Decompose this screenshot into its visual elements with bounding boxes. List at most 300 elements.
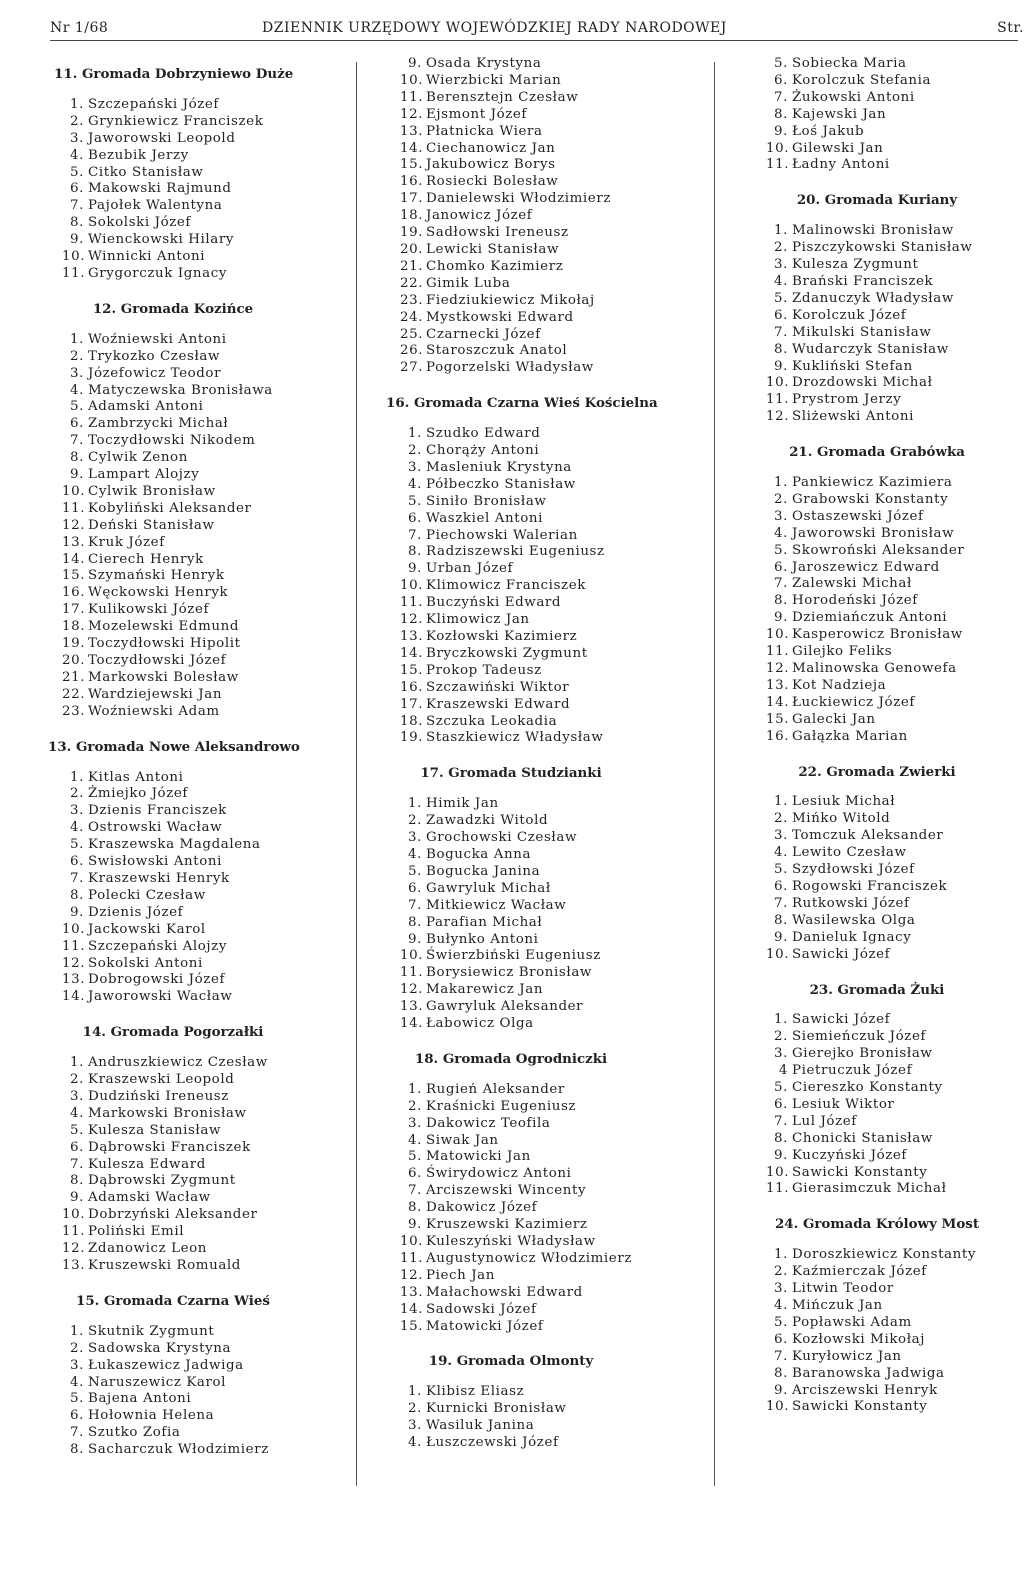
list-item <box>752 107 1002 124</box>
gromada-section <box>386 765 636 1033</box>
list-item <box>752 492 1002 509</box>
member-name: Piechowski Walerian <box>426 527 578 543</box>
list-item <box>48 871 298 888</box>
item-number: 7. <box>774 1113 788 1129</box>
item-number: 16. <box>400 679 424 695</box>
list-item <box>752 644 1002 661</box>
list-item <box>48 97 298 114</box>
member-name: Dziemiańczuk Antoni <box>792 610 948 626</box>
item-number: 27. <box>400 360 424 376</box>
item-number: 13. <box>400 999 424 1015</box>
member-name: Dąbrowski Franciszek <box>88 1139 251 1155</box>
member-name: Parafian Michał <box>426 914 543 930</box>
list-item <box>386 1401 636 1418</box>
member-name: Citko Stanisław <box>88 164 204 180</box>
member-name: Ciechanowicz Jan <box>426 140 556 156</box>
member-name: Rutkowski Józef <box>792 895 910 911</box>
list-item <box>48 349 298 366</box>
list-item <box>48 1207 298 1224</box>
list-item <box>386 259 636 276</box>
member-name: Bryczkowski Zygmunt <box>426 645 588 661</box>
item-number: 14. <box>400 645 424 661</box>
list-item <box>752 1281 1002 1298</box>
item-number: 13. <box>766 677 790 693</box>
list-item <box>48 198 298 215</box>
item-number: 4. <box>70 1374 84 1390</box>
item-number: 5. <box>70 837 84 853</box>
list-item <box>48 1123 298 1140</box>
list-item <box>752 729 1002 746</box>
item-number: 2. <box>774 240 788 256</box>
column-divider <box>714 62 715 1486</box>
member-name: Winnicki Antoni <box>88 249 206 265</box>
member-name: Woźniewski Adam <box>88 703 220 719</box>
member-name: Kruszewski Kazimierz <box>426 1217 588 1233</box>
item-number: 4. <box>70 820 84 836</box>
list-item <box>386 561 636 578</box>
item-number: 3. <box>70 1357 84 1373</box>
item-number: 4 <box>778 1063 788 1079</box>
item-number: 13. <box>400 123 424 139</box>
gromada-section <box>48 1024 298 1275</box>
member-name: Łukaszewicz Jadwiga <box>88 1357 244 1373</box>
list-item <box>386 1217 636 1234</box>
list-item <box>48 332 298 349</box>
member-name: Płatnicka Wiera <box>426 123 543 139</box>
list-item <box>386 830 636 847</box>
list-item <box>752 695 1002 712</box>
item-number: 7. <box>70 198 84 214</box>
list-item <box>48 484 298 501</box>
list-item <box>752 610 1002 627</box>
section-title: 12. Gromada Kozińce <box>92 300 254 317</box>
member-name: Sawicki Józef <box>792 1012 891 1028</box>
item-number: 6. <box>408 1166 422 1182</box>
member-name: Adamski Antoni <box>88 399 204 415</box>
member-name: Buczyński Edward <box>426 595 562 611</box>
list-item <box>752 828 1002 845</box>
item-number: 2. <box>408 813 422 829</box>
item-number: 8. <box>70 1173 84 1189</box>
list-item <box>386 1319 636 1336</box>
list-item <box>386 965 636 982</box>
list-item <box>752 593 1002 610</box>
list-item <box>386 595 636 612</box>
list-item <box>752 392 1002 409</box>
list-item <box>386 1234 636 1251</box>
list-item <box>48 165 298 182</box>
list-item <box>386 343 636 360</box>
gromada-section <box>48 739 298 1007</box>
item-number: 6. <box>408 510 422 526</box>
member-name: Szutko Zofia <box>88 1425 181 1441</box>
list-item <box>48 131 298 148</box>
member-name: Gałązka Marian <box>792 728 908 744</box>
list-item <box>48 670 298 687</box>
member-name: Szymański Henryk <box>88 568 225 584</box>
member-name: Staroszczuk Anatol <box>426 343 568 359</box>
list-item <box>386 141 636 158</box>
list-item <box>386 124 636 141</box>
member-name: Kuleszyński Władysław <box>426 1234 596 1249</box>
list-item <box>386 426 636 443</box>
list-item <box>752 409 1002 426</box>
member-name: Lewito Czesław <box>792 845 907 861</box>
item-number: 2. <box>408 443 422 459</box>
member-name: Kasperowicz Bronisław <box>792 627 963 643</box>
item-number: 19. <box>400 730 424 746</box>
member-name: Kajewski Jan <box>792 106 887 122</box>
list-item <box>386 948 636 965</box>
item-number: 9. <box>408 1217 422 1233</box>
item-number: 9. <box>408 931 422 947</box>
list-item <box>48 854 298 871</box>
item-number: 3. <box>408 459 422 475</box>
item-number: 9. <box>774 358 788 374</box>
member-name: Skutnik Zygmunt <box>88 1323 215 1339</box>
list-item <box>48 770 298 787</box>
list-item <box>386 915 636 932</box>
list-item <box>752 1181 1002 1198</box>
list-item <box>48 1358 298 1375</box>
list-item <box>386 730 636 747</box>
list-item <box>386 1285 636 1302</box>
member-list <box>386 796 636 1033</box>
member-list <box>48 1055 298 1275</box>
section-title: 18. Gromada Ogrodniczki <box>414 1050 608 1067</box>
item-number: 3. <box>774 257 788 273</box>
item-number: 15. <box>400 157 424 173</box>
member-name: Kobyliński Aleksander <box>88 500 252 516</box>
list-item <box>752 124 1002 141</box>
item-number: 2. <box>70 1340 84 1356</box>
item-number: 3. <box>774 828 788 844</box>
member-list <box>386 56 636 377</box>
member-name: Szczepański Alojzy <box>88 938 227 954</box>
member-name: Matowicki Jan <box>426 1149 531 1165</box>
member-list <box>386 426 636 747</box>
member-name: Hołownia Helena <box>88 1408 215 1424</box>
member-name: Staszkiewicz Władysław <box>426 730 604 746</box>
item-number: 5. <box>774 1080 788 1096</box>
column-3 <box>752 56 1002 1416</box>
member-name: Siemieńczuk Józef <box>792 1029 927 1045</box>
item-number: 8. <box>408 544 422 560</box>
member-name: Chomko Kazimierz <box>426 258 564 274</box>
item-number: 2. <box>408 1401 422 1417</box>
member-name: Kozłowski Mikołaj <box>792 1331 925 1347</box>
item-number: 13. <box>62 534 86 550</box>
list-item <box>752 1349 1002 1366</box>
list-item <box>48 249 298 266</box>
item-number: 8. <box>774 106 788 122</box>
list-item <box>386 714 636 731</box>
item-number: 8. <box>408 1200 422 1216</box>
item-number: 23. <box>400 292 424 308</box>
item-number: 10. <box>62 1207 86 1223</box>
member-name: Piszczykowski Stanisław <box>792 240 973 256</box>
member-name: Świrydowicz Antoni <box>426 1166 572 1182</box>
list-item <box>386 494 636 511</box>
member-name: Gilejko Feliks <box>792 644 893 660</box>
member-name: Kuczyński Józef <box>792 1147 907 1163</box>
member-name: Markowski Bronisław <box>88 1105 247 1121</box>
item-number: 6. <box>774 878 788 894</box>
list-item <box>386 796 636 813</box>
member-list <box>386 1082 636 1336</box>
item-number: 18. <box>400 208 424 224</box>
member-name: Danielewski Włodzimierz <box>426 191 611 207</box>
item-number: 1. <box>408 426 422 442</box>
list-item <box>386 932 636 949</box>
member-name: Wierzbicki Marian <box>426 72 562 88</box>
item-number: 9. <box>774 1147 788 1163</box>
item-number: 13. <box>400 1284 424 1300</box>
list-item <box>48 939 298 956</box>
member-name: Lampart Alojzy <box>88 467 200 483</box>
member-list <box>752 1247 1002 1416</box>
member-name: Gierejko Bronisław <box>792 1046 933 1062</box>
list-item <box>386 327 636 344</box>
member-name: Markowski Bolesław <box>88 669 239 685</box>
item-number: 6. <box>70 1139 84 1155</box>
member-name: Mystkowski Edward <box>426 309 574 325</box>
list-item <box>386 1435 636 1452</box>
item-number: 17. <box>62 602 86 618</box>
item-number: 24. <box>400 309 424 325</box>
list-item <box>48 820 298 837</box>
item-number: 1. <box>70 96 84 112</box>
member-name: Trykozko Czesław <box>88 348 221 364</box>
gromada-section <box>48 301 298 721</box>
list-item <box>386 528 636 545</box>
item-number: 16. <box>766 728 790 744</box>
member-list <box>752 794 1002 963</box>
item-number: 5. <box>774 56 788 71</box>
member-name: Arciszewski Henryk <box>792 1382 938 1398</box>
list-item <box>752 509 1002 526</box>
list-item <box>386 242 636 259</box>
item-number: 12. <box>766 409 790 425</box>
member-name: Skowroński Aleksander <box>792 542 965 558</box>
list-item <box>752 845 1002 862</box>
list-item <box>48 1258 298 1275</box>
gromada-section <box>752 444 1002 745</box>
member-name: Makowski Rajmund <box>88 181 232 197</box>
member-name: Mińczuk Jan <box>792 1298 883 1313</box>
item-number: 25. <box>400 326 424 342</box>
section-title: 24. Gromada Królowy Most <box>774 1216 980 1233</box>
list-item <box>386 982 636 999</box>
item-number: 5. <box>774 862 788 878</box>
member-name: Szczepański Józef <box>88 96 219 112</box>
item-number: 6. <box>774 72 788 88</box>
member-name: Grabowski Konstanty <box>792 491 949 507</box>
member-name: Ostrowski Wacław <box>88 820 223 836</box>
item-number: 8. <box>70 887 84 903</box>
item-number: 1. <box>408 796 422 812</box>
item-number: 1. <box>774 794 788 810</box>
member-name: Arciszewski Wincenty <box>426 1183 587 1199</box>
member-name: Ładny Antoni <box>792 157 890 173</box>
item-number: 5. <box>408 493 422 509</box>
section-title: 23. Gromada Żuki <box>809 981 945 998</box>
member-name: Sokolski Antoni <box>88 955 203 971</box>
list-item <box>48 905 298 922</box>
member-name: Dzienis Józef <box>88 904 184 920</box>
list-item <box>48 148 298 165</box>
member-name: Lesiuk Wiktor <box>792 1096 895 1112</box>
list-item <box>48 1341 298 1358</box>
member-name: Bajena Antoni <box>88 1391 192 1407</box>
list-item <box>48 1072 298 1089</box>
member-name: Dobrogowski Józef <box>88 972 226 988</box>
list-item <box>386 310 636 327</box>
member-name: Cylwik Bronisław <box>88 483 216 499</box>
item-number: 9. <box>774 1382 788 1398</box>
list-item <box>752 1148 1002 1165</box>
item-number: 7. <box>774 324 788 340</box>
member-list <box>752 475 1002 746</box>
member-name: Litwin Teodor <box>792 1281 894 1297</box>
member-list <box>386 1384 636 1452</box>
item-number: 4. <box>774 1298 788 1313</box>
member-list <box>48 770 298 1007</box>
list-item <box>752 1114 1002 1131</box>
item-number: 11. <box>62 938 86 954</box>
list-item <box>48 1089 298 1106</box>
list-item <box>752 526 1002 543</box>
member-name: Rugień Aleksander <box>426 1081 565 1097</box>
item-number: 9. <box>70 467 84 483</box>
member-name: Dzienis Franciszek <box>88 803 227 819</box>
item-number: 10. <box>766 375 790 391</box>
list-item <box>48 450 298 467</box>
list-item <box>386 174 636 191</box>
list-item <box>752 1012 1002 1029</box>
list-item <box>48 888 298 905</box>
list-item <box>752 308 1002 325</box>
section-title: 22. Gromada Zwierki <box>798 763 956 780</box>
item-number: 10. <box>400 1234 424 1249</box>
member-name: Dakowicz Teofila <box>426 1115 551 1131</box>
list-item <box>48 518 298 535</box>
section-title: 15. Gromada Czarna Wieś <box>76 1292 270 1309</box>
section-title: 17. Gromada Studzianki <box>420 765 602 782</box>
member-name: Kraszewski Henryk <box>88 870 230 886</box>
member-name: Gilewski Jan <box>792 140 884 156</box>
item-number: 3. <box>70 803 84 819</box>
list-item <box>752 90 1002 107</box>
member-name: Kaźmierczak Józef <box>792 1264 927 1280</box>
list-item <box>48 786 298 803</box>
item-number: 6. <box>70 1408 84 1424</box>
item-number: 5. <box>70 1122 84 1138</box>
list-item <box>752 157 1002 174</box>
item-number: 3. <box>70 365 84 381</box>
member-name: Kraszewski Leopold <box>88 1072 235 1088</box>
member-name: Rogowski Franciszek <box>792 878 948 894</box>
member-name: Piech Jan <box>426 1267 495 1283</box>
list-item <box>752 794 1002 811</box>
item-number: 3. <box>70 1088 84 1104</box>
member-name: Korolczuk Józef <box>792 307 907 323</box>
list-item <box>48 803 298 820</box>
list-item <box>386 460 636 477</box>
item-number: 5. <box>70 1391 84 1407</box>
item-number: 6. <box>774 1096 788 1112</box>
item-number: 2. <box>408 1098 422 1114</box>
member-name: Poliński Emil <box>88 1224 185 1240</box>
item-number: 2. <box>774 491 788 507</box>
item-number: 11. <box>766 157 790 173</box>
item-number: 4. <box>70 1105 84 1121</box>
column-2 <box>386 56 658 1452</box>
gromada-section <box>752 1216 1002 1416</box>
list-item <box>386 663 636 680</box>
member-name: Tomczuk Aleksander <box>792 828 944 844</box>
list-item <box>48 1173 298 1190</box>
list-item <box>752 240 1002 257</box>
member-name: Szczuka Leokadia <box>426 713 558 729</box>
item-number: 4. <box>408 1435 422 1451</box>
item-number: 17. <box>400 191 424 207</box>
list-item <box>48 704 298 721</box>
member-name: Łuckiewicz Józef <box>792 694 915 710</box>
member-name: Malinowska Genowefa <box>792 661 957 676</box>
list-item <box>386 293 636 310</box>
item-number: 17. <box>400 696 424 712</box>
list-item <box>386 999 636 1016</box>
list-item <box>48 956 298 973</box>
item-number: 11. <box>400 1250 424 1266</box>
list-item <box>752 1264 1002 1281</box>
item-number: 1. <box>774 223 788 239</box>
item-number: 4. <box>774 273 788 289</box>
list-item <box>752 560 1002 577</box>
member-name: Kraszewski Edward <box>426 696 571 712</box>
member-name: Adamski Wacław <box>88 1190 211 1206</box>
member-name: Kozłowski Kazimierz <box>426 629 578 644</box>
item-number: 2. <box>774 811 788 827</box>
member-name: Woźniewski Antoni <box>88 331 227 347</box>
item-number: 15. <box>400 1318 424 1334</box>
list-item <box>752 475 1002 492</box>
item-number: 8. <box>774 593 788 609</box>
list-item <box>752 543 1002 560</box>
member-name: Makarewicz Jan <box>426 982 544 998</box>
member-name: Klimowicz Jan <box>426 612 530 628</box>
item-number: 10. <box>766 1164 790 1180</box>
member-name: Bułynko Antoni <box>426 931 539 947</box>
member-name: Pogorzelski Władysław <box>426 360 594 376</box>
list-item <box>752 1298 1002 1315</box>
item-number: 1. <box>774 1012 788 1028</box>
member-name: Gimik Luba <box>426 275 511 291</box>
member-name: Siwak Jan <box>426 1132 499 1148</box>
section-title: 21. Gromada Grabówka <box>789 444 965 461</box>
item-number: 6. <box>774 307 788 323</box>
item-number: 12. <box>62 955 86 971</box>
member-name: Berensztejn Czesław <box>426 89 579 105</box>
member-name: Szudko Edward <box>426 426 541 442</box>
item-number: 2. <box>70 348 84 364</box>
member-name: Grynkiewicz Franciszek <box>88 113 264 129</box>
member-name: Klimowicz Franciszek <box>426 578 586 594</box>
member-name: Lul Józef <box>792 1113 857 1129</box>
list-item <box>752 359 1002 376</box>
list-item <box>752 879 1002 896</box>
